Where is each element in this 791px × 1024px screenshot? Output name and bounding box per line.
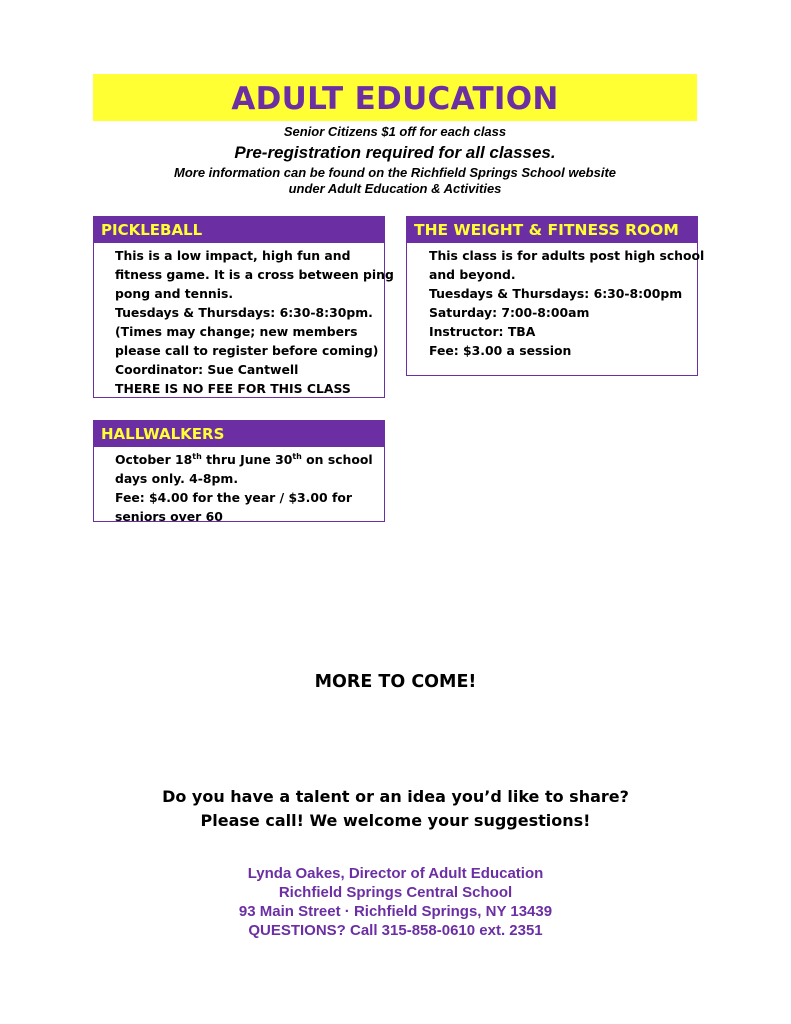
weight-room-line: This class is for adults post high school xyxy=(429,248,705,263)
pickleball-description xyxy=(94,243,394,398)
contact-phone: QUESTIONS? Call 315-858-0610 ext. 2351 xyxy=(248,922,543,939)
hallwalkers-header: HALLWALKERS xyxy=(94,421,384,447)
hallwalkers-fee: Fee: $4.00 for the year / $3.00 for xyxy=(115,490,352,505)
preregistration-note: Pre-registration required for all classes. xyxy=(234,143,556,162)
weight-room-box xyxy=(406,216,705,376)
pickleball-line: please call to register before coming) xyxy=(115,343,379,358)
hallwalkers-box xyxy=(93,420,385,522)
weight-room-header: THE WEIGHT & FITNESS ROOM xyxy=(407,217,697,243)
weight-room-fee: Fee: $3.00 a session xyxy=(429,343,572,358)
ordinal-suffix: th xyxy=(192,451,202,461)
weight-room-description xyxy=(407,243,705,360)
senior-discount-note: Senior Citizens $1 off for each class xyxy=(283,124,507,139)
weight-room-line: and beyond. xyxy=(429,267,516,282)
website-info-note xyxy=(93,165,697,197)
talent-appeal xyxy=(0,785,791,833)
pickleball-line: (Times may change; new members xyxy=(115,324,358,339)
talent-invitation: Please call! We welcome your suggestions! xyxy=(200,811,591,830)
pickleball-coordinator: Coordinator: Sue Cantwell xyxy=(115,362,299,377)
contact-block xyxy=(0,864,791,940)
talent-question: Do you have a talent or an idea you’d like to share? xyxy=(162,787,629,806)
pickleball-box xyxy=(93,216,394,398)
school-address: 93 Main Street · Richfield Springs, NY 13439 xyxy=(238,903,553,920)
pickleball-line: fitness game. It is a cross between ping xyxy=(115,267,394,282)
school-name: Richfield Springs Central School xyxy=(278,884,513,901)
hallwalkers-end-date: thru June 30 xyxy=(201,452,293,467)
pickleball-header: PICKLEBALL xyxy=(94,217,384,243)
pickleball-fee: THERE IS NO FEE FOR THIS CLASS xyxy=(115,381,351,396)
hallwalkers-dates xyxy=(115,450,376,469)
hallwalkers-description xyxy=(94,447,384,526)
website-info-line-2: under Adult Education & Activities xyxy=(288,181,502,196)
title-banner xyxy=(93,74,697,121)
hallwalkers-line: seniors over 60 xyxy=(115,509,223,524)
director-name: Lynda Oakes, Director of Adult Education xyxy=(247,865,544,882)
page-title: ADULT EDUCATION xyxy=(231,81,559,117)
weight-room-instructor: Instructor: TBA xyxy=(429,324,536,339)
pickleball-line: pong and tennis. xyxy=(115,286,234,301)
hallwalkers-start-date: October 18 xyxy=(115,452,193,467)
hallwalkers-dates-tail: on school xyxy=(301,452,373,467)
hallwalkers-line: days only. 4-8pm. xyxy=(115,471,239,486)
weight-room-schedule-weekday: Tuesdays & Thursdays: 6:30-8:00pm xyxy=(429,286,683,301)
website-info-line-1: More information can be found on the Richfield Springs School website xyxy=(173,165,617,180)
weight-room-schedule-saturday: Saturday: 7:00-8:00am xyxy=(429,305,590,320)
ordinal-suffix: th xyxy=(292,451,302,461)
pickleball-schedule: Tuesdays & Thursdays: 6:30-8:30pm. xyxy=(115,305,373,320)
more-to-come-heading: MORE TO COME! xyxy=(314,672,477,692)
pickleball-line: This is a low impact, high fun and xyxy=(115,248,351,263)
